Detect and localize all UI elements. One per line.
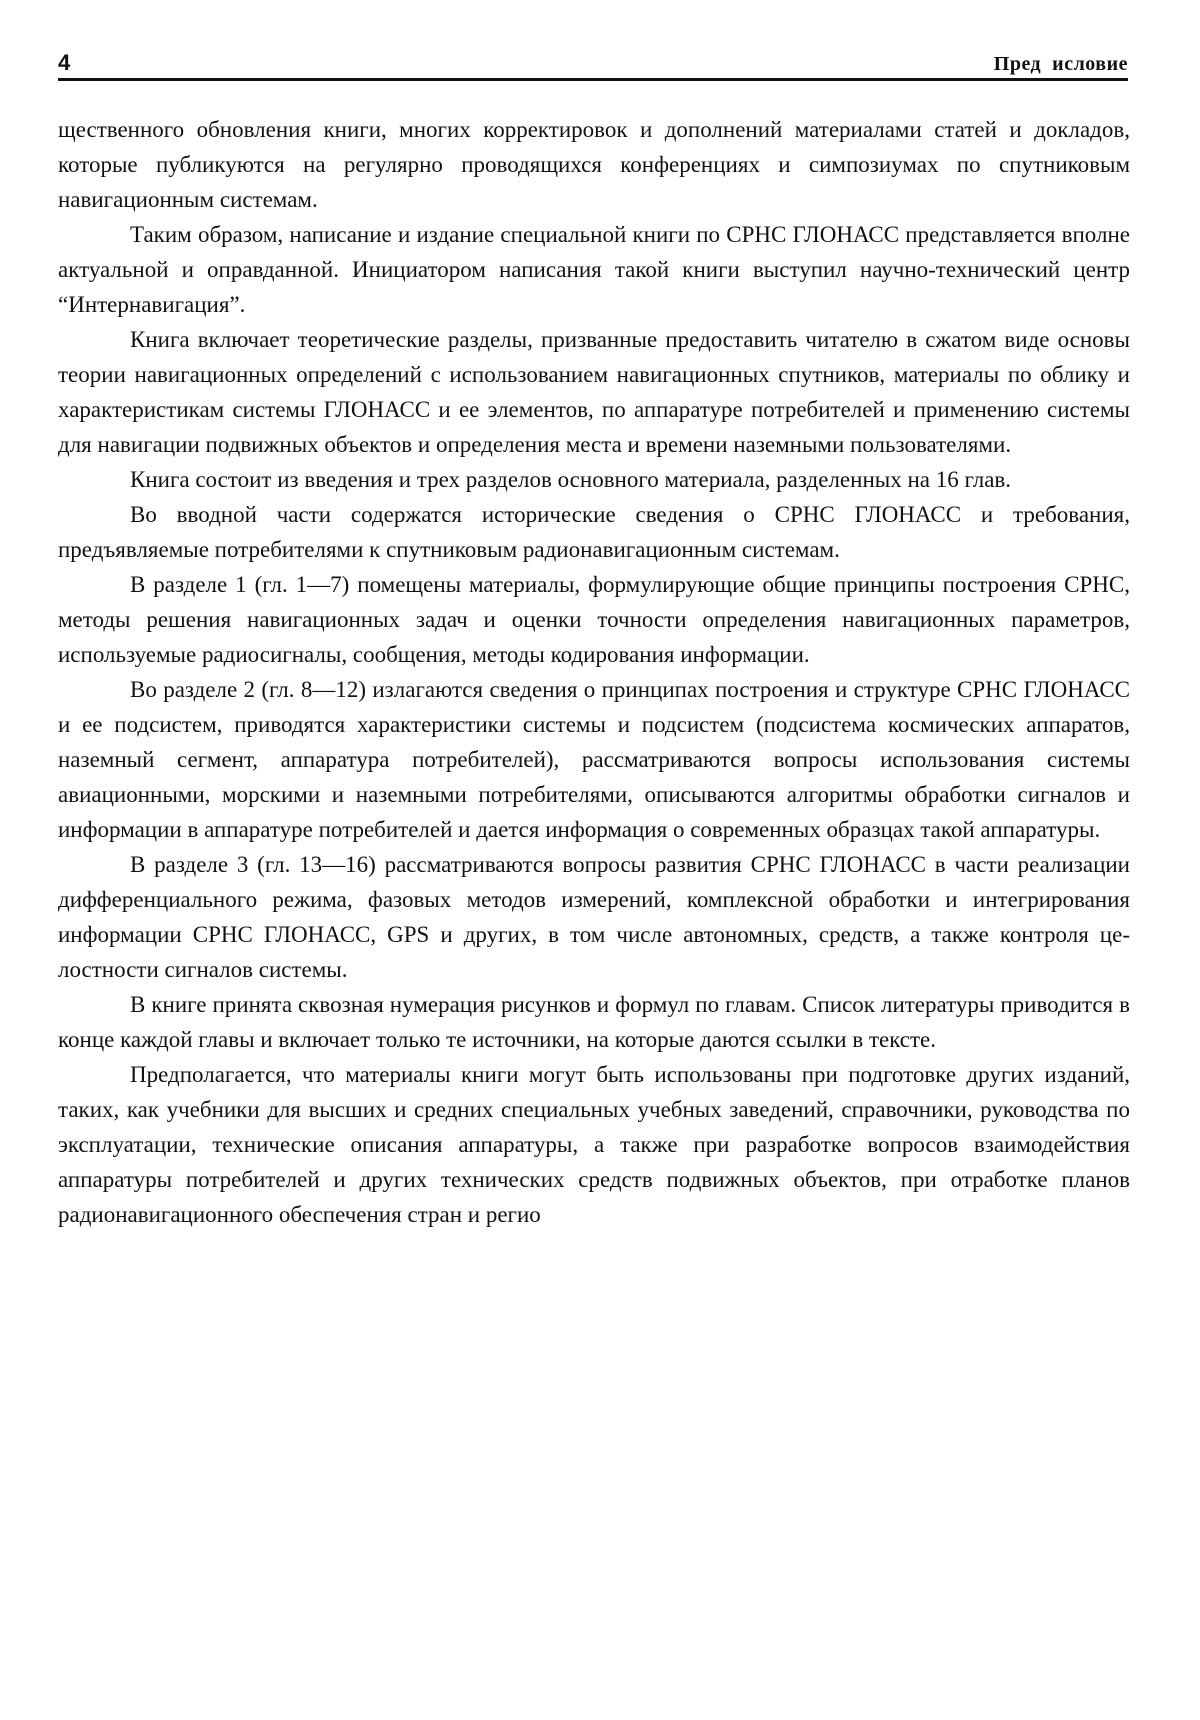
paragraph: В разделе 1 (гл. 1—7) помещены материалы, формулирующие общие принципы построения СРНС, методы решения навигационных задач и оценки точности определения навигационных параметров, используемые радиосигналы, сообщения, методы кодирования информации.: [58, 572, 1130, 667]
header-rule: [58, 78, 1128, 81]
page-number: 4: [58, 50, 71, 75]
paragraph: Книга состоит из введения и трех разделов основного материала, разделенных на 16 глав.: [130, 467, 1012, 492]
running-head: [58, 50, 1128, 84]
paragraph-continuation: щественного обновления книги, многих корректировок и дополнений материалами статей и докладов, которые публикуются на регулярно проводящихся конференциях и симпозиумах по спутниковым навигационным системам.: [58, 117, 1130, 212]
running-title: Пред исловие: [993, 53, 1128, 75]
paragraph: Предполагается, что материалы книги могут быть использованы при подготовке других изданий, таких, как учебники для высших и средних специальных учебных заведений, справочники, руководства по эксплуатации, технические описания аппаратуры, а также при разработке вопросов взаимодействия аппаратуры потребителей и других технических средств подвижных объектов, при отработке планов радионавигационного обеспечения стран и регио: [58, 1062, 1130, 1227]
body-text: [58, 112, 1130, 1232]
paragraph: Книга включает теоретические разделы, призванные предоставить читателю в сжатом виде основы теории навигационных определений с использованием навигационных спутников, материалы по облику и характеристикам системы ГЛОНАСС и ее элементов, по аппаратуре потребителей и применению системы для навигации подвижных объектов и определения места и времени наземными пользователями.: [58, 327, 1130, 457]
paragraph: В книге принята сквозная нумерация рисунков и формул по главам. Список литературы приводится в конце каждой главы и включает только те источники, на которые даются ссылки в тексте.: [58, 992, 1130, 1052]
paragraph: Во разделе 2 (гл. 8—12) излагаются сведения о принципах построения и структуре СРНС ГЛОНАСС и ее подсистем, приводятся характеристики системы и подсистем (подсистема космических аппаратов, наземный сегмент, аппаратура потребителей), рассматриваются вопросы использования системы авиационными, морскими и наземными потребителями, описываются алгоритмы обработки сигналов и информации в аппаратуре потребителей и дается информация о современных образцах такой аппаратуры.: [58, 677, 1130, 842]
paragraph: Таким образом, написание и издание специальной книги по СРНС ГЛОНАСС представляется вполне актуальной и оправданной. Инициатором написания такой книги выступил научно-технический центр “Интернавигация”.: [58, 222, 1130, 317]
paragraph: В разделе 3 (гл. 13—16) рассматриваются вопросы развития СРНС ГЛОНАСС в части реализации дифференциального режима, фазовых методов измерений, комплексной обработки и интегрирования информации СРНС ГЛОНАСС, GPS и других, в том числе автономных, средств, а также контроля целостности сигналов системы.: [58, 852, 1130, 982]
paragraph: Во вводной части содержатся исторические сведения о СРНС ГЛОНАСС и требования, предъявляемые потребителями к спутниковым радионавигационным системам.: [58, 502, 1130, 562]
